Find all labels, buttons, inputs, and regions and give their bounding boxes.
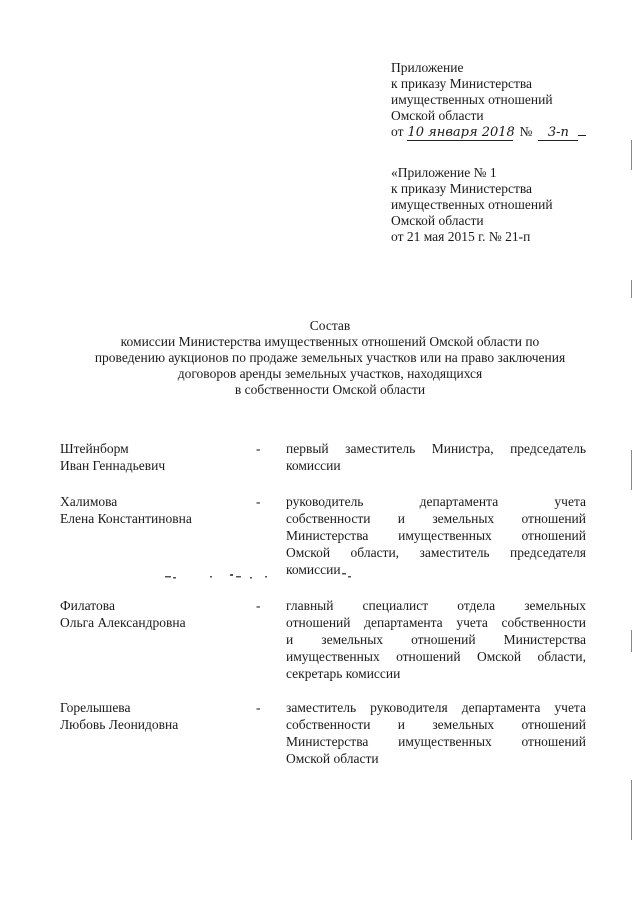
title-line: в собственности Омской области	[234, 382, 426, 397]
role-line: Министерства имущественных отношений	[286, 734, 586, 749]
member-surname: Горелышева	[60, 700, 131, 715]
title-line: комиссии Министерства имущественных отношений Омской области по	[120, 334, 540, 349]
appendix-line: к приказу Министерства	[391, 76, 533, 91]
member-role	[286, 493, 586, 578]
appendix-line: имущественных отношений	[391, 92, 553, 107]
role-line: секретарь комиссии	[286, 666, 401, 681]
role-line: Министерства имущественных отношений	[286, 528, 586, 543]
document-title	[60, 318, 600, 398]
title-line: Состав	[309, 318, 351, 333]
role-line: и земельных отношений Министерства	[286, 632, 586, 647]
commission-member	[60, 597, 600, 687]
appendix-quote-line: к приказу Министерства	[391, 181, 533, 196]
role-line: Омской области, заместитель председателя	[286, 545, 586, 560]
commission-member	[60, 440, 600, 480]
order-prefix: от	[391, 124, 404, 139]
member-surname: Халимова	[60, 494, 118, 509]
dash-separator: -	[256, 700, 261, 715]
appendix-line: Омской области	[391, 108, 484, 123]
appendix-quote-line: от 21 мая 2015 г. № 21-п	[391, 229, 531, 244]
role-line: собственности и земельных отношений	[286, 511, 586, 526]
role-line: комиссии	[286, 562, 341, 577]
role-line: главный специалист отдела земельных	[286, 598, 586, 613]
order-number-handwritten: 3-п	[538, 126, 578, 141]
order-no-label: №	[519, 124, 533, 139]
appendix-quote-line: «Приложение № 1	[391, 165, 497, 180]
dash-separator: -	[256, 494, 261, 509]
order-date-handwritten: 10 января 2018	[407, 125, 515, 140]
appendix-quote-line: Омской области	[391, 213, 484, 228]
member-surname: Филатова	[60, 598, 115, 613]
commission-member	[60, 699, 600, 771]
role-line: Омской области	[286, 751, 379, 766]
member-given-names: Ольга Александровна	[60, 615, 186, 630]
member-name	[60, 440, 165, 474]
original-appendix-reference	[391, 165, 553, 245]
title-line: договоров аренды земельных участков, находящихся	[177, 366, 483, 381]
role-line: первый заместитель Министра, председатель	[286, 441, 586, 456]
member-role	[286, 440, 586, 474]
underline-trail	[578, 134, 586, 136]
dash-separator: -	[256, 598, 261, 613]
appendix-line: Приложение	[391, 60, 464, 75]
role-line: комиссии	[286, 458, 341, 473]
appendix-header	[391, 60, 586, 141]
member-name	[60, 597, 186, 631]
member-role	[286, 699, 586, 767]
member-role	[286, 597, 586, 682]
member-name	[60, 699, 178, 733]
member-given-names: Иван Геннадьевич	[60, 458, 166, 473]
member-name	[60, 493, 192, 527]
appendix-quote-line: имущественных отношений	[391, 197, 553, 212]
member-surname: Штейнборм	[60, 441, 129, 456]
role-line: собственности и земельных отношений	[286, 717, 586, 732]
scan-noise	[60, 570, 420, 584]
dash-separator: -	[256, 441, 261, 456]
role-line: имущественных отношений Омской области,	[286, 649, 586, 664]
order-reference	[391, 124, 586, 141]
role-line: отношений департамента учета собственности	[286, 615, 586, 630]
member-given-names: Елена Константиновна	[60, 511, 192, 526]
scan-edge-noise	[630, 20, 634, 900]
role-line: заместитель руководителя департамента учета	[286, 700, 586, 715]
role-line: руководитель департамента учета	[286, 494, 586, 509]
member-given-names: Любовь Леонидовна	[60, 717, 179, 732]
title-line: проведению аукционов по продаже земельных участков или на право заключения	[94, 350, 566, 365]
